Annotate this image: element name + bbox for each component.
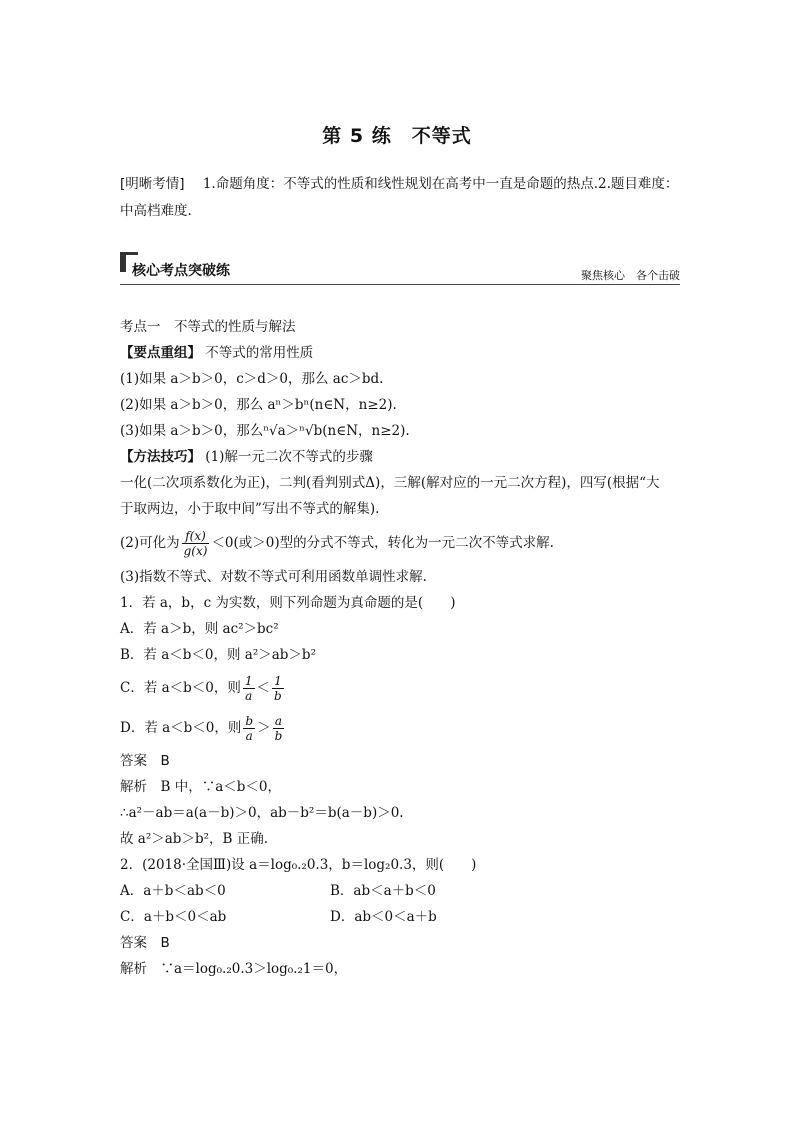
fraction-1-over-a: [243, 674, 255, 703]
intro-line-2: 中高档难度.: [120, 203, 192, 219]
frac-num: b: [245, 714, 254, 728]
fraction-method-prefix: (2)可化为: [120, 535, 180, 551]
method-tag: 【方法技巧】: [120, 449, 201, 465]
analysis-1-line-3: 故 a²＞ab＞b²，B 正确.: [120, 831, 268, 847]
question-2-options-row-2: [120, 904, 690, 930]
question-1: 1．若 a，b，c 为实数，则下列命题为真命题的是( ): [120, 595, 456, 611]
question-1-option-c: [120, 668, 690, 708]
question-1-option-b: B．若 a＜b＜0，则 a²＞ab＞b²: [120, 647, 316, 663]
frac-num: a: [273, 714, 285, 729]
section-corner-bar: [120, 252, 126, 272]
fraction-denominator: g(x): [183, 544, 208, 558]
property-2: (2)如果 a＞b＞0，那么 aⁿ＞bⁿ(n∈N，n≥2).: [120, 397, 397, 413]
section-subtitle: 聚焦核心 各个击破: [581, 269, 680, 282]
property-1: (1)如果 a＞b＞0，c＞d＞0，那么 ac＞bd.: [120, 371, 384, 387]
content-body: [120, 314, 690, 982]
frac-num: 1: [244, 674, 253, 688]
frac-den: a: [245, 729, 253, 743]
intro-tag: [明晰考情]: [120, 176, 185, 192]
key-points-tag: 【要点重组】: [120, 345, 201, 361]
frac-den: b: [274, 689, 282, 703]
frac-den: b: [274, 729, 283, 743]
section-divider: [120, 284, 680, 285]
steps-line-2: 于取两边，小于取中间”写出不等式的解集).: [120, 501, 380, 517]
topic-heading: 考点一 不等式的性质与解法: [120, 319, 296, 335]
property-3: (3)如果 a＞b＞0，那么ⁿ√a＞ⁿ√b(n∈N，n≥2).: [120, 423, 410, 439]
fraction-a-over-b: [273, 714, 285, 743]
question-1-option-a: A．若 a＞b，则 ac²＞bc²: [120, 621, 279, 637]
fraction-numerator: f(x): [182, 529, 210, 544]
steps-line-1: 一化(二次项系数化为正)，二判(看判别式Δ)，三解(解对应的一元二次方程)，四写(根据“大: [120, 475, 660, 491]
option-d-operator: ＞: [257, 720, 271, 736]
question-2-options-row-1: [120, 878, 690, 904]
intro-paragraph: [120, 171, 680, 225]
section-title: 核心考点突破练: [132, 263, 230, 279]
fraction-fx-gx: [182, 529, 210, 558]
option-c-operator: ＜: [256, 680, 271, 696]
analysis-1-line-2: ∴a²－ab＝a(a－b)＞0，ab－b²＝b(a－b)＞0.: [120, 805, 404, 821]
method-3: (3)指数不等式、对数不等式可利用函数单调性求解.: [120, 569, 427, 585]
intro-line-1: 1.命题角度：不等式的性质和线性规划在高考中一直是命题的热点.2.题目难度：: [202, 176, 679, 192]
question-2-option-d: D．ab＜0＜a＋b: [330, 909, 437, 925]
question-2: 2．(2018·全国Ⅲ)设 a＝log₀.₂0.3，b＝log₂0.3，则( ): [120, 857, 477, 873]
key-points-line: [120, 340, 690, 366]
answer-2: 答案 B: [120, 935, 170, 951]
method-text: (1)解一元二次不等式的步骤: [205, 449, 373, 465]
option-d-prefix: D．若 a＜b＜0，则: [120, 720, 242, 736]
key-points-text: 不等式的常用性质: [205, 345, 314, 361]
fraction-method-suffix: ＜0(或＞0)型的分式不等式，转化为一元二次不等式求解.: [211, 535, 554, 551]
frac-num: 1: [272, 674, 284, 689]
question-2-option-a: A．a＋b＜ab＜0: [120, 883, 226, 899]
answer-1: 答案 B: [120, 753, 170, 769]
option-c-prefix: C．若 a＜b＜0，则: [120, 680, 241, 696]
analysis-1: 解析 B 中，∵a＜b＜0，: [120, 779, 281, 795]
fraction-1-over-b: [272, 674, 284, 703]
question-2-option-b: B．ab＜a＋b＜0: [330, 883, 436, 899]
question-1-option-d: [120, 708, 690, 748]
fraction-method-line: [120, 522, 690, 564]
question-2-option-c: C．a＋b＜0＜ab: [120, 909, 227, 925]
analysis-2: 解析 ∵a＝log₀.₂0.3＞log₀.₂1＝0，: [120, 961, 348, 977]
method-line: [120, 444, 690, 470]
frac-den: a: [245, 689, 253, 703]
section-header: [120, 252, 680, 286]
page-title: 第 5 练 不等式: [322, 125, 472, 147]
fraction-b-over-a: [243, 714, 255, 743]
